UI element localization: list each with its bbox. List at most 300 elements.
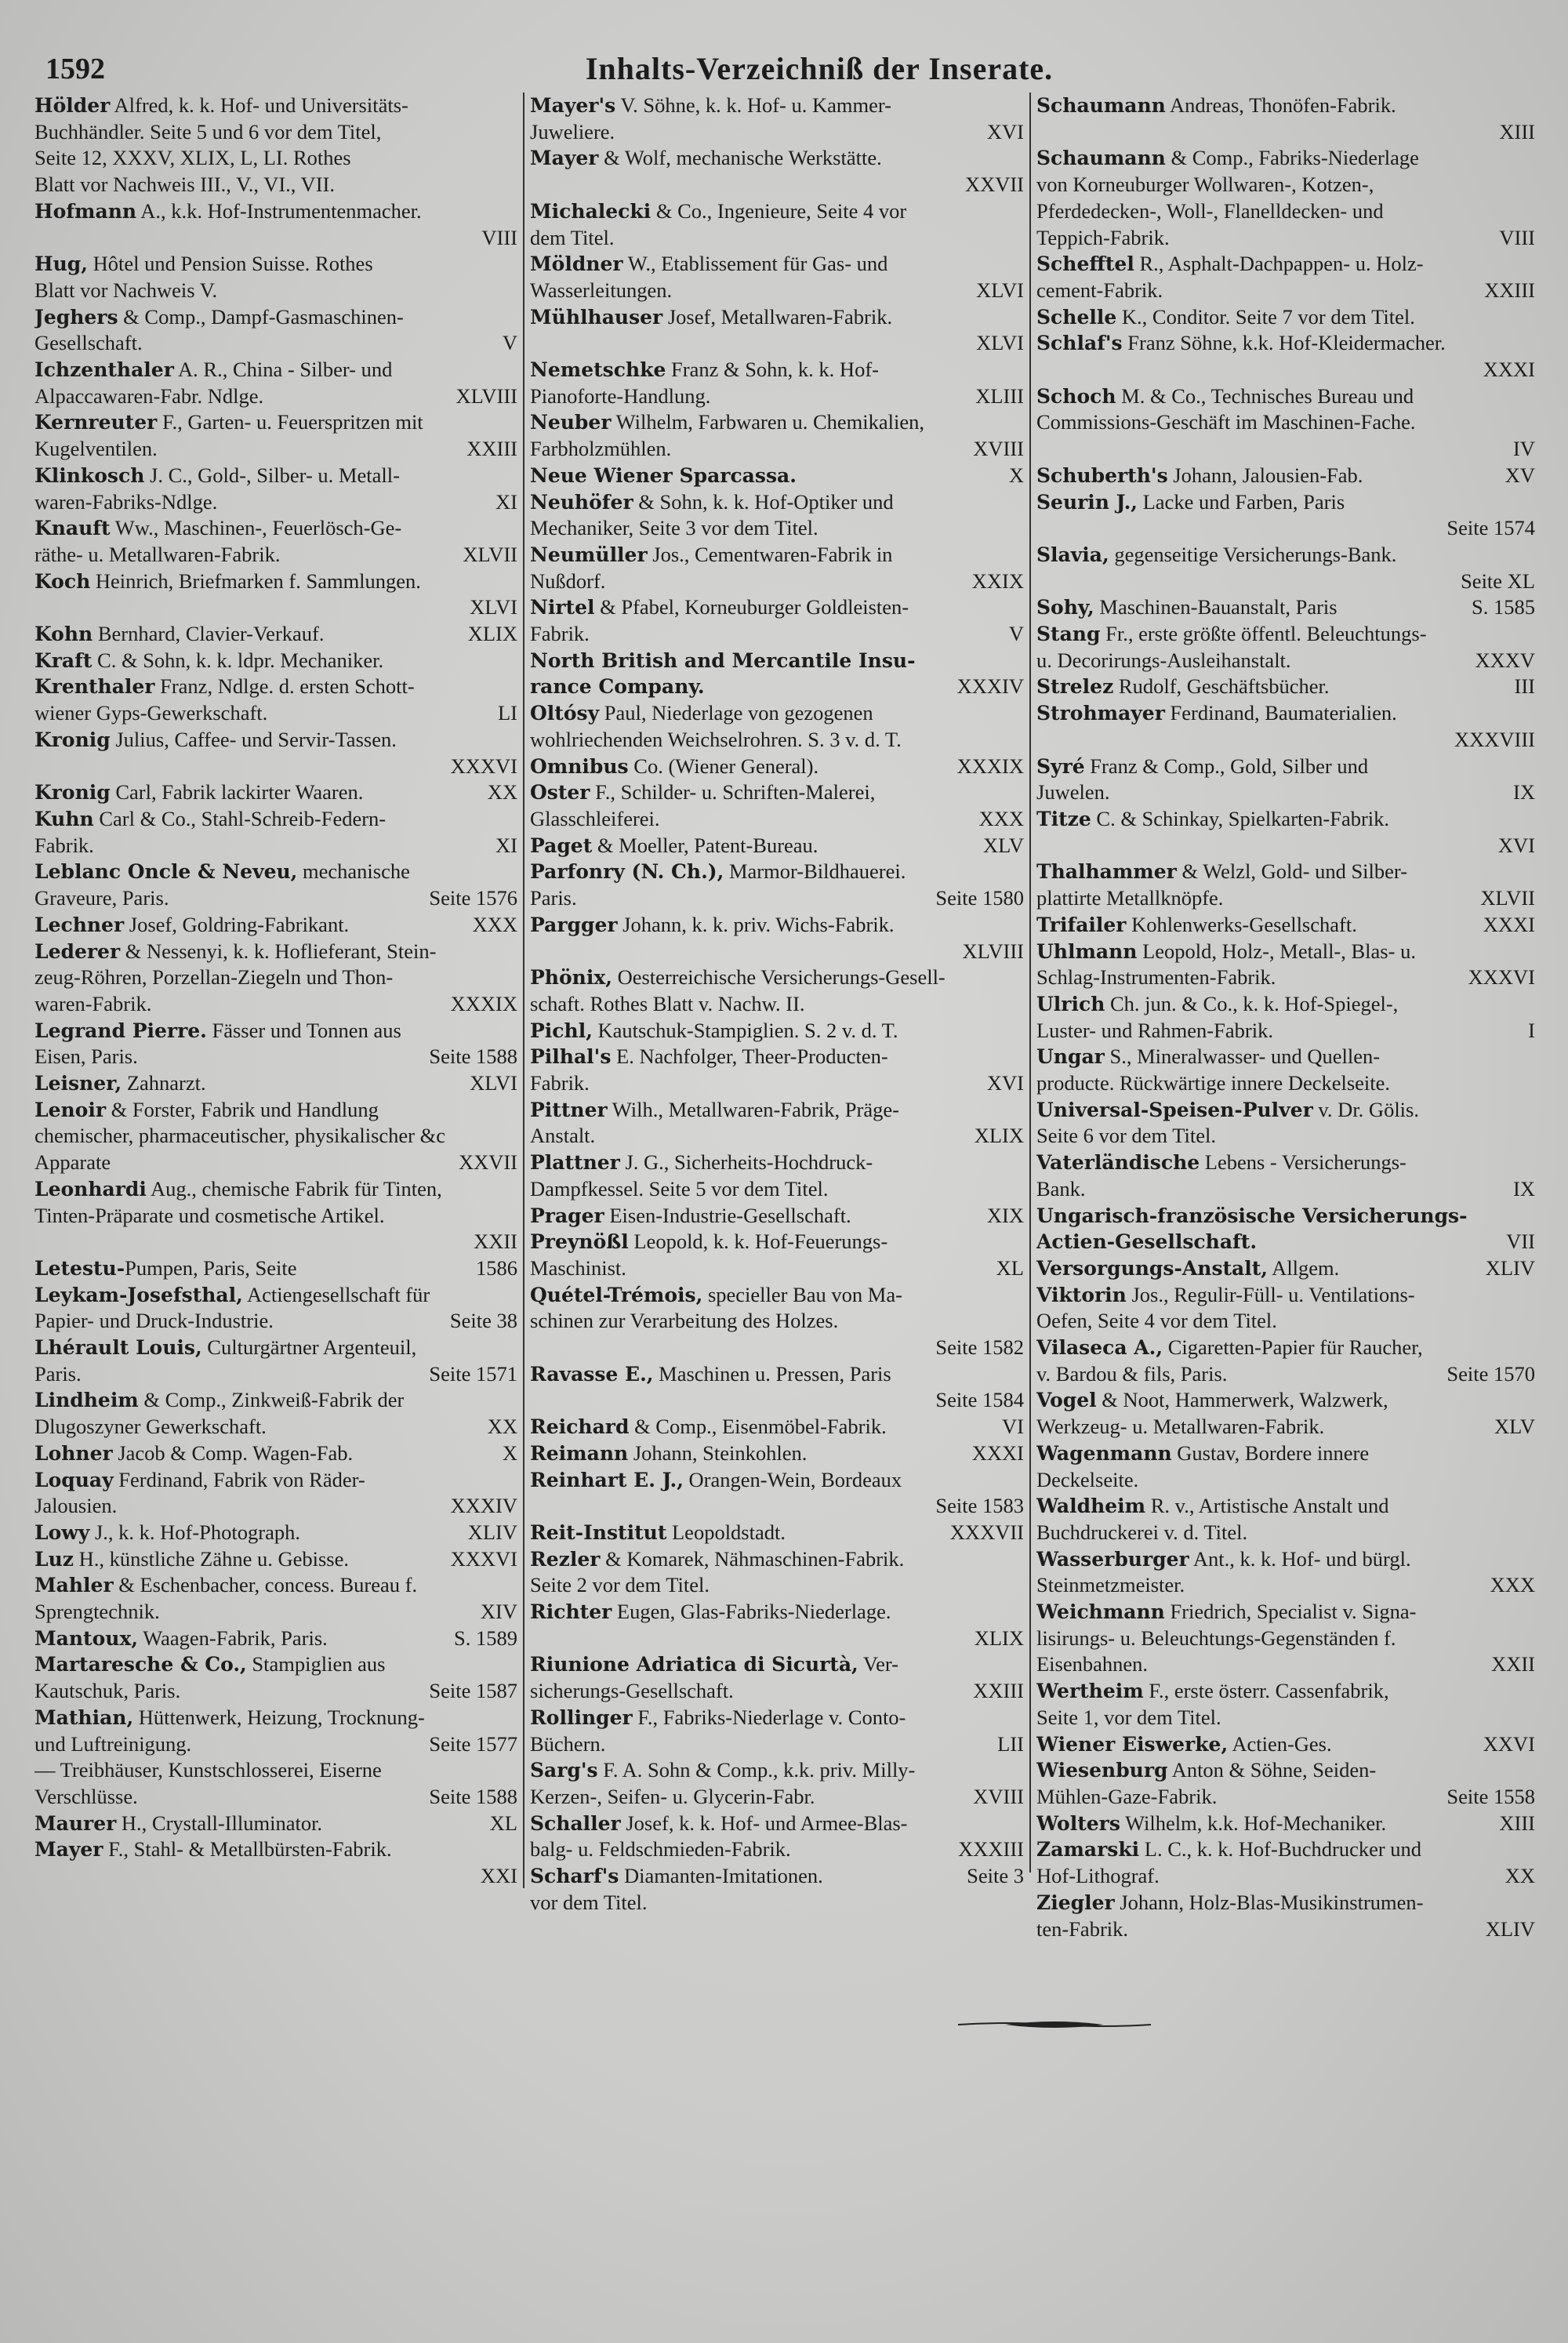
advertiser-name: Wiesenburg [1036, 1759, 1168, 1782]
page-reference: XXX [1490, 1573, 1535, 1597]
entry-description: Wilhelm, Farbwaren u. Chemikalien, [611, 410, 925, 434]
page-reference: VIII [481, 225, 517, 249]
advertiser-name: Neue Wiener Sparcassa. [530, 463, 797, 487]
entry-description: J. C., Gold-, Silber- u. Metall- [144, 463, 400, 487]
index-line [1036, 912, 1535, 939]
page-reference: XLV [1494, 1415, 1535, 1439]
page-reference: XX [487, 780, 517, 805]
index-line [530, 1229, 1024, 1255]
advertiser-name: Phönix, [530, 966, 612, 990]
index-line [1036, 357, 1535, 383]
index-line [1036, 964, 1535, 991]
entry-text [1036, 409, 1416, 436]
index-line [34, 330, 517, 357]
entry-description: Hof-Lithograf. [1036, 1864, 1160, 1888]
page-reference: XXXVI [450, 754, 517, 778]
advertiser-name: Nirtel [530, 596, 595, 619]
entry-description: ten-Fabrik. [1036, 1916, 1129, 1941]
entry-text [34, 621, 324, 648]
index-line [34, 727, 517, 754]
entry-text [1036, 463, 1363, 489]
page-reference: XIII [1499, 1811, 1535, 1835]
entry-text [530, 436, 671, 463]
index-line [530, 1150, 1024, 1176]
entry-text [1036, 859, 1407, 885]
entry-text [34, 1757, 382, 1784]
index-line [1036, 119, 1535, 146]
entry-description: Dampfkessel. Seite 5 vor dem Titel. [530, 1176, 829, 1201]
page-reference: XI [495, 833, 517, 857]
index-line [1036, 1784, 1535, 1811]
index-line [34, 1123, 517, 1150]
index-line [1036, 1467, 1535, 1494]
advertiser-name: Wiener Eiswerke, [1036, 1732, 1229, 1756]
entry-text [34, 1070, 206, 1097]
index-column-3 [1036, 93, 1535, 1942]
advertiser-name: Nemetschke [530, 358, 666, 382]
entry-description: Josef, Goldring-Fabrikant. [124, 912, 350, 936]
entry-description: R., Asphalt-Dachpappen- u. Holz- [1134, 252, 1424, 276]
index-line [1036, 1705, 1535, 1731]
index-line [34, 621, 517, 648]
entry-text [1036, 1626, 1396, 1652]
entry-description: A., k.k. Hof-Instrumentenmacher. [136, 198, 422, 223]
entry-description: Jos., Regulir-Füll- u. Ventilations- [1126, 1282, 1415, 1306]
index-line [530, 1440, 1024, 1467]
index-line [530, 1255, 1024, 1282]
index-line [1036, 621, 1535, 648]
advertiser-name: Mahler [34, 1574, 114, 1597]
entry-description: Leopoldstadt. [666, 1520, 786, 1544]
entry-text [530, 1414, 887, 1440]
index-line [34, 1599, 517, 1626]
advertiser-name: Lowy [34, 1520, 90, 1544]
index-line [530, 1070, 1024, 1097]
advertiser-name: Prager [530, 1204, 604, 1227]
advertiser-name: Kernreuter [34, 411, 158, 434]
page-reference: Seite 1580 [935, 886, 1024, 910]
entry-description: V. Söhne, k. k. Hof- u. Kammer- [615, 93, 892, 117]
entry-text [1036, 1097, 1419, 1124]
entry-description: Sprengtechnik. [34, 1600, 160, 1624]
index-line [34, 357, 517, 383]
entry-description: Apparate [34, 1150, 111, 1175]
entry-text [530, 1546, 904, 1573]
end-ornament [958, 2017, 1151, 2032]
entry-text [34, 833, 94, 859]
page-reference: Seite 1577 [429, 1731, 517, 1756]
entry-description: H., Crystall-Illuminator. [116, 1811, 323, 1835]
page-reference: XXXI [971, 1440, 1024, 1465]
entry-description: Pianoforte-Handlung. [530, 383, 711, 408]
entry-description: Blatt vor Nachweis V. [34, 278, 218, 302]
entry-text [530, 1361, 891, 1388]
entry-description: Alfred, k. k. Hof- und Universitäts- [110, 93, 408, 117]
entry-text [1036, 1018, 1273, 1044]
entry-text [530, 1651, 898, 1678]
page-reference: XXXIX [956, 754, 1024, 778]
entry-text [530, 1018, 898, 1044]
advertiser-name: Schuberth's [1036, 463, 1168, 487]
index-line [34, 674, 517, 700]
entry-text [34, 1414, 267, 1440]
index-line [530, 1282, 1024, 1309]
column-divider [1029, 93, 1031, 1873]
index-line [530, 304, 1024, 331]
entry-description: F., Schilder- u. Schriften-Malerei, [590, 780, 876, 805]
index-line [34, 700, 517, 727]
advertiser-name: Viktorin [1036, 1283, 1127, 1306]
entry-text [34, 1387, 404, 1414]
index-line [34, 1757, 517, 1784]
index-line [530, 278, 1024, 304]
index-line [530, 1203, 1024, 1230]
entry-description: Kugelventilen. [34, 437, 158, 461]
entry-description: Seite 12, XXXV, XLIX, L, LI. Rothes [34, 146, 351, 170]
advertiser-name: Mathian, [34, 1705, 134, 1729]
page-reference: XIX [986, 1203, 1024, 1227]
index-line [1036, 1176, 1535, 1203]
index-line [34, 594, 517, 621]
entry-description: & Sohn, k. k. Hof-Optiker und [633, 489, 894, 514]
page-reference: V [1008, 622, 1024, 646]
entry-description: Hüttenwerk, Heizung, Trocknung- [133, 1705, 425, 1729]
entry-description: & Komarek, Nähmaschinen-Fabrik. [600, 1546, 905, 1571]
entry-description: F., erste österr. Cassenfabrik, [1143, 1679, 1389, 1703]
page-reference: XVI [1497, 833, 1535, 857]
entry-text [1036, 1731, 1332, 1758]
index-line [1036, 93, 1535, 119]
index-line [1036, 1282, 1535, 1309]
index-line [530, 1784, 1024, 1811]
index-line [1036, 1493, 1535, 1520]
entry-text [530, 621, 590, 648]
index-column-2 [530, 93, 1024, 1916]
index-line [530, 1520, 1024, 1546]
entry-description: E. Nachfolger, Theer-Producten- [611, 1044, 888, 1069]
entry-description: Steinmetzmeister. [1036, 1573, 1185, 1597]
advertiser-name: Kronig [34, 728, 111, 751]
advertiser-name: Uhlmann [1036, 939, 1138, 963]
entry-description: & Nessenyi, k. k. Hoflieferant, Stein- [120, 939, 437, 963]
entry-text [530, 833, 818, 859]
entry-description: Dlugoszyner Gewerkschaft. [34, 1415, 267, 1439]
index-line [34, 1863, 517, 1890]
advertiser-name: Schaller [530, 1811, 621, 1835]
page-reference: XLVIII [962, 939, 1024, 963]
index-line [530, 1361, 1024, 1388]
entry-description: Leopold, Holz-, Metall-, Blas- u. [1137, 939, 1416, 963]
entry-text [34, 93, 408, 119]
page-reference: XVI [986, 1071, 1024, 1095]
index-line [530, 1863, 1024, 1890]
page-reference: Seite 1587 [429, 1679, 517, 1703]
entry-text [1036, 621, 1427, 648]
entry-text [1036, 1678, 1389, 1705]
index-line [34, 912, 517, 939]
entry-description: Franz & Comp., Gold, Silber und [1084, 754, 1369, 778]
index-line [530, 1572, 1024, 1599]
entry-description: cement-Fabrik. [1036, 278, 1163, 302]
page-reference: XVIII [973, 1785, 1024, 1808]
index-line [530, 1414, 1024, 1440]
entry-text [530, 278, 672, 304]
entry-description: Kautschuk, Paris. [34, 1679, 181, 1703]
page-reference: XLVI [976, 278, 1024, 302]
entry-description: waren-Fabrik. [34, 991, 152, 1015]
entry-text [1036, 278, 1163, 304]
entry-text [1036, 172, 1374, 198]
index-line [1036, 1520, 1535, 1546]
entry-text [1036, 198, 1384, 225]
entry-description: plattirte Metallknöpfe. [1036, 886, 1224, 910]
index-line [34, 225, 517, 252]
page-reference: XI [495, 489, 517, 514]
entry-description: Waagen-Fabrik, Paris. [138, 1626, 328, 1650]
entry-text [34, 1467, 365, 1494]
entry-text [530, 648, 915, 674]
advertiser-name: rance Company. [530, 675, 705, 699]
entry-description: & Forster, Fabrik und Handlung [106, 1097, 379, 1121]
index-line [530, 542, 1024, 568]
entry-text [530, 1863, 823, 1890]
advertiser-name: Klinkosch [34, 463, 145, 487]
advertiser-name: Omnibus [530, 754, 629, 778]
entry-description: R. v., Artistische Anstalt und [1145, 1494, 1389, 1518]
entry-description: Cigaretten-Papier für Raucher, [1163, 1335, 1423, 1360]
entry-text [34, 1018, 401, 1044]
entry-description: Jalousien. [34, 1494, 118, 1518]
advertiser-name: Kronig [34, 781, 111, 805]
page-reference: XVIII [973, 437, 1024, 461]
index-line [1036, 278, 1535, 304]
entry-text [34, 330, 143, 357]
entry-description: Ww., Maschinen-, Feuerlösch-Ge- [110, 516, 402, 540]
index-line [1036, 330, 1535, 357]
entry-description: lisirungs- u. Beleuchtungs-Gegenständen f. [1036, 1626, 1396, 1650]
page-reference: XLIV [1485, 1916, 1535, 1941]
entry-text [530, 964, 946, 991]
entry-description: Maschinist. [530, 1255, 626, 1280]
entry-description: Buchdruckerei v. d. Titel. [1036, 1520, 1248, 1544]
entry-text [1036, 542, 1396, 568]
entry-description: F., Fabriks-Niederlage v. Conto- [632, 1705, 906, 1729]
entry-text [530, 304, 892, 331]
index-line [530, 806, 1024, 833]
entry-description: Farbholzmühlen. [530, 437, 672, 461]
page-reference: Seite 1584 [935, 1388, 1024, 1412]
entry-description: F., Stahl- & Metallbürsten-Fabrik. [103, 1837, 392, 1862]
entry-text [1036, 1572, 1185, 1599]
entry-text [1036, 1493, 1389, 1520]
index-line [1036, 1863, 1535, 1890]
entry-description: M. & Co., Technisches Bureau und [1116, 383, 1414, 408]
entry-description: Actien-Ges. [1228, 1731, 1332, 1756]
entry-text [530, 463, 797, 489]
advertiser-name: Schefftel [1036, 252, 1134, 276]
entry-text [34, 172, 335, 198]
entry-description: Fässer und Tonnen aus [206, 1018, 401, 1042]
page-reference: XXXVI [1468, 965, 1535, 990]
index-line [34, 304, 517, 331]
entry-text [530, 1308, 838, 1335]
index-line [1036, 145, 1535, 172]
advertiser-name: Sarg's [530, 1759, 598, 1782]
index-column-1 [34, 93, 517, 1890]
index-line [1036, 1572, 1535, 1599]
entry-description: Büchern. [530, 1731, 606, 1756]
index-line [1036, 1811, 1535, 1837]
entry-text [1036, 674, 1330, 700]
entry-description: & Comp., Dampf-Gasmaschinen- [118, 304, 404, 329]
page-reference: XV [1504, 463, 1535, 487]
index-line [34, 93, 517, 119]
entry-description: F. A. Sohn & Comp., k.k. priv. Milly- [597, 1758, 916, 1782]
index-line [1036, 1440, 1535, 1467]
page-reference: XL [996, 1255, 1024, 1280]
advertiser-name: Kohn [34, 623, 93, 646]
entry-text [1036, 489, 1345, 516]
entry-text [34, 1308, 274, 1335]
entry-description: Schlag-Instrumenten-Fabrik. [1036, 965, 1276, 990]
entry-text [1036, 1150, 1406, 1176]
entry-description: & Comp., Zinkweiß-Fabrik der [138, 1388, 405, 1412]
index-line [1036, 1546, 1535, 1573]
index-line [530, 648, 1024, 674]
index-line [34, 145, 517, 172]
advertiser-name: Neumüller [530, 543, 648, 566]
advertiser-name: Loquay [34, 1468, 114, 1491]
index-line [530, 885, 1024, 912]
entry-text [530, 700, 873, 727]
page-reference: XVI [986, 119, 1024, 143]
advertiser-name: Martaresche & Co., [34, 1653, 247, 1676]
entry-description: A. R., China - Silber- und [173, 358, 393, 382]
entry-description: & Welzl, Gold- und Silber- [1176, 859, 1408, 884]
index-line [1036, 383, 1535, 410]
index-line [1036, 1018, 1535, 1044]
index-line [530, 119, 1024, 146]
entry-text [34, 991, 151, 1018]
page-reference: XXXVIII [1454, 727, 1535, 751]
entry-description: Marmor-Bildhauerei. [724, 859, 906, 884]
page-reference: X [502, 1440, 517, 1465]
entry-description: Heinrich, Briefmarken f. Sammlungen. [90, 568, 421, 593]
index-line [34, 1018, 517, 1044]
entry-description: Franz & Sohn, k. k. Hof- [666, 358, 879, 382]
entry-description: Jacob & Comp. Wagen-Fab. [112, 1440, 354, 1465]
entry-description: Commissions-Geschäft im Maschinen-Fache. [1036, 410, 1416, 434]
entry-description: Leopold, k. k. Hof-Feuerungs- [628, 1230, 888, 1254]
entry-text [530, 1282, 902, 1309]
index-line [530, 93, 1024, 119]
advertiser-name: Mayer [530, 147, 599, 170]
entry-text [34, 1097, 379, 1124]
entry-description: sicherungs-Gesellschaft. [530, 1679, 734, 1703]
advertiser-name: Riunione Adriatica di Sicurtà, [530, 1653, 858, 1676]
entry-text [530, 1176, 829, 1203]
entry-text [34, 463, 400, 489]
index-line [530, 409, 1024, 436]
entry-description: Paul, Niederlage von gezogenen [599, 701, 873, 725]
entry-text [1036, 1546, 1411, 1573]
advertiser-name: Maurer [34, 1811, 117, 1835]
entry-text [530, 727, 902, 754]
entry-text [530, 409, 924, 436]
entry-description: Fabrik. [34, 833, 94, 857]
index-line [530, 1651, 1024, 1678]
page-reference: Seite 1588 [429, 1785, 517, 1808]
page-reference: IV [1513, 437, 1535, 461]
page-reference: XXXI [1483, 912, 1535, 936]
advertiser-name: Schoch [1036, 384, 1116, 408]
advertiser-name: Trifailer [1036, 913, 1127, 936]
entry-text [34, 198, 422, 225]
page-reference: XXIII [973, 1679, 1024, 1703]
entry-text [530, 1150, 873, 1176]
entry-text [530, 1097, 899, 1124]
index-line [34, 1651, 517, 1678]
page-reference: XLIX [974, 1124, 1024, 1148]
advertiser-name: Plattner [530, 1151, 620, 1175]
entry-description: Seite 2 vor dem Titel. [530, 1573, 710, 1597]
index-line [34, 1626, 517, 1652]
page-reference: LII [997, 1731, 1024, 1756]
page-reference: XXI [480, 1864, 517, 1888]
advertiser-name: Schelle [1036, 305, 1117, 329]
index-line [1036, 436, 1535, 463]
entry-text [1036, 1414, 1324, 1440]
entry-text [34, 1651, 385, 1678]
advertiser-name: Ulrich [1036, 992, 1105, 1015]
entry-text [34, 145, 351, 172]
index-line [1036, 1414, 1535, 1440]
page-reference: I [1528, 1018, 1535, 1042]
entry-description: Werkzeug- u. Metallwaren-Fabrik. [1036, 1415, 1325, 1439]
index-line [34, 859, 517, 885]
entry-text [34, 1282, 430, 1309]
entry-description: Kautschuk-Stampiglien. S. 2 v. d. T. [592, 1018, 898, 1042]
page-reference: XIII [1499, 119, 1535, 143]
index-line [530, 198, 1024, 225]
advertiser-name: Mantoux, [34, 1626, 139, 1650]
index-line [1036, 648, 1535, 674]
entry-text [34, 674, 415, 700]
page-number: 1592 [45, 53, 105, 85]
page-reference: IX [1513, 1176, 1535, 1201]
index-line [34, 568, 517, 595]
entry-description: Allgem. [1268, 1255, 1340, 1280]
advertiser-name: Preynößl [530, 1230, 629, 1254]
entry-description: Friedrich, Specialist v. Signa- [1164, 1600, 1417, 1624]
index-line [34, 278, 517, 304]
page-reference: III [1514, 674, 1535, 699]
page-reference: XXXIX [450, 991, 517, 1015]
index-line [34, 991, 517, 1018]
page-reference: XXIII [1484, 278, 1535, 302]
index-line [34, 1493, 517, 1520]
entry-text [1036, 1916, 1128, 1943]
page-reference: Seite 1588 [429, 1044, 517, 1069]
entry-description: Glasschleiferei. [530, 806, 660, 830]
entry-text [530, 251, 887, 278]
index-line [1036, 674, 1535, 700]
entry-description: Actiengesellschaft für [242, 1282, 430, 1306]
entry-description: mechanische [297, 859, 410, 884]
page-reference: XXXVII [949, 1520, 1024, 1544]
advertiser-name: Oster [530, 781, 590, 805]
entry-text [530, 779, 875, 806]
